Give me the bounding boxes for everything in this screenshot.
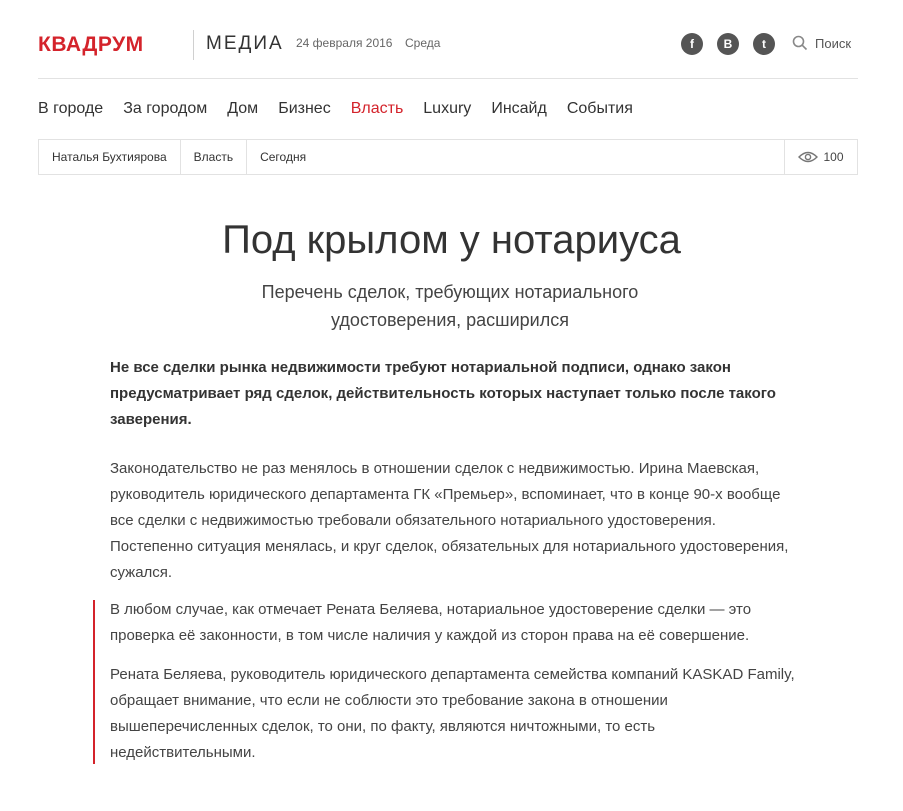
article-paragraph-2: В любом случае, как отмечает Рената Беляева, нотариальное удостоверение сделки — это проверка её законности, в том числе наличия у каждой из сторон права на её совершение. bbox=[110, 601, 752, 644]
main-nav bbox=[38, 100, 653, 118]
views-count: 100 bbox=[823, 150, 844, 164]
vk-icon[interactable]: B bbox=[717, 33, 739, 55]
author-link[interactable]: Наталья Бухтиярова bbox=[39, 140, 181, 174]
section-name[interactable]: МЕДИА bbox=[206, 33, 284, 54]
nav-item-power[interactable]: Власть bbox=[350, 100, 404, 117]
article-paragraph-3: Рената Беляева, руководитель юридического департамента семейства компаний KASKAD Family, обращает внимание, что если не соблюсти это требование закона в отношении вышеперечисленных сделок, то они, по факту, являются ничтожными, то есть недействительными. bbox=[110, 666, 795, 761]
publish-time: Сегодня bbox=[260, 150, 307, 164]
article-title: Под крылом у нотариуса bbox=[222, 218, 681, 262]
article-paragraph-1: Законодательство не раз менялось в отношении сделок с недвижимостью. Ирина Маевская, руководитель юридического департамента ГК «Премьер», вспоминает, что в конце 90-х вообще все сделки с недвижимостью требовали обязательного нотариального удостоверения. Постепенно ситуация менялась, и круг сделок, обязательных для нотариального удостоверения, сужался. bbox=[110, 460, 789, 581]
nav-item-city[interactable]: В городе bbox=[38, 100, 104, 117]
site-logo[interactable]: КВАДРУМ bbox=[38, 33, 144, 56]
search-label[interactable]: Поиск bbox=[815, 36, 852, 51]
nav-item-events[interactable]: События bbox=[566, 100, 633, 117]
site-header bbox=[38, 24, 858, 62]
nav-item-business[interactable]: Бизнес bbox=[278, 100, 331, 117]
current-date: 24 февраля 2016 bbox=[296, 36, 393, 50]
nav-item-luxury[interactable]: Luxury bbox=[423, 100, 472, 117]
nav-item-suburbs[interactable]: За городом bbox=[123, 100, 208, 117]
current-weekday: Среда bbox=[405, 36, 441, 50]
logo-divider bbox=[193, 30, 194, 60]
subtitle-line-1: Перечень сделок, требующих нотариального bbox=[261, 282, 639, 302]
search-icon[interactable] bbox=[792, 35, 808, 51]
quote-accent-bar bbox=[93, 600, 95, 764]
article-meta-bar bbox=[38, 139, 858, 175]
article-lead: Не все сделки рынка недвижимости требуют нотариальной подписи, однако закон предусматривает ряд сделок, действительность которых наступает только после такого заверения. bbox=[110, 359, 776, 428]
article-subtitle bbox=[200, 278, 700, 334]
nav-item-insight[interactable]: Инсайд bbox=[491, 100, 547, 117]
header-divider bbox=[38, 78, 858, 79]
twitter-icon[interactable]: t bbox=[753, 33, 775, 55]
views-counter bbox=[784, 140, 857, 174]
subtitle-line-2: удостоверения, расширился bbox=[331, 310, 569, 330]
rubric-link[interactable]: Власть bbox=[181, 140, 247, 174]
nav-item-home[interactable]: Дом bbox=[227, 100, 259, 117]
facebook-icon[interactable]: f bbox=[681, 33, 703, 55]
eye-icon bbox=[798, 151, 818, 163]
